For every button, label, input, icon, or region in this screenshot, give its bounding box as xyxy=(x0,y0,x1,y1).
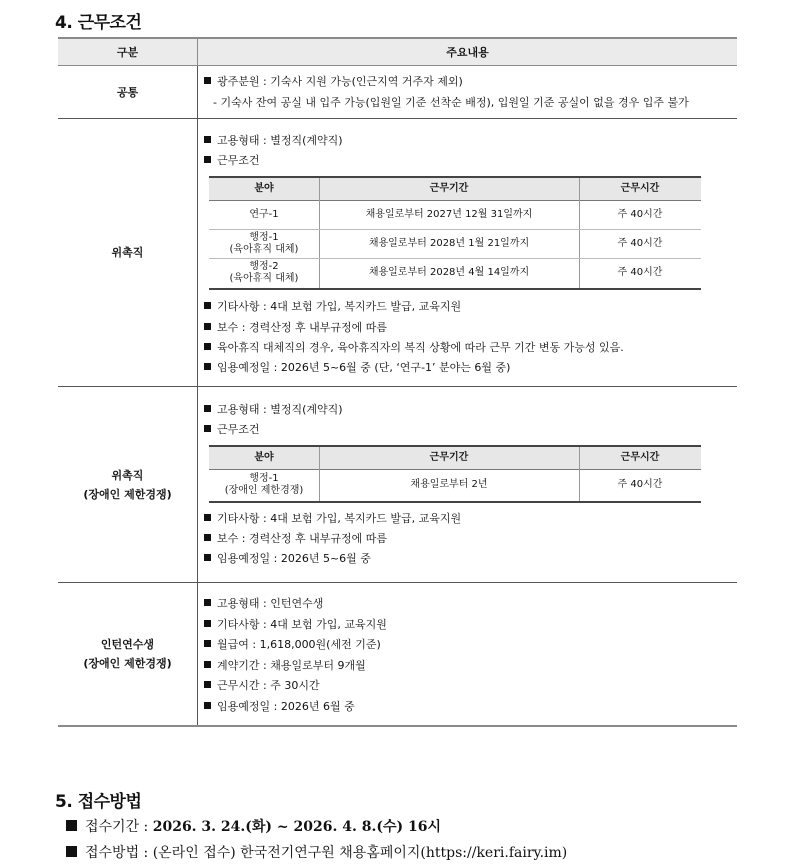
table-cell-period: 채용일로부터 2028년 4월 14일까지 xyxy=(368,266,530,278)
field-name: 행정-1 xyxy=(249,232,279,243)
inner-header-field: 분야 xyxy=(254,452,274,463)
list-item xyxy=(204,299,461,315)
line-text: - 기숙사 잔여 공실 내 입주 가능(입원일 기준 선착순 배정), 입원일 기준 공실이 없을 경우 입주 불가 xyxy=(213,96,689,109)
table-cell-field xyxy=(209,470,319,499)
list-item xyxy=(204,637,381,653)
row-label xyxy=(58,66,198,118)
field-name: 행정-2 xyxy=(249,260,279,272)
label-subtext: (장애인 제한경쟁) xyxy=(83,487,172,501)
label-subtext: (장애인 제한경쟁) xyxy=(83,657,172,670)
list-item xyxy=(204,153,260,169)
table-cell-period: 채용일로부터 2년 xyxy=(410,478,488,490)
line-text: 임용예정일 : 2026년 5~6월 중 xyxy=(217,552,371,565)
label-text: 인턴연수생 xyxy=(100,638,155,651)
table-cell-field: 연구-1 xyxy=(249,209,279,220)
table-header xyxy=(58,37,737,66)
line-text: 보수 : 경력산정 후 내부규정에 따름 xyxy=(217,321,387,334)
bullet-icon xyxy=(204,554,211,561)
line-text: 기타사항 : 4대 보험 가입, 복지카드 발급, 교육지원 xyxy=(217,300,462,313)
field-name: 행정-1 xyxy=(249,472,279,484)
list-item xyxy=(204,617,387,633)
bullet-icon xyxy=(204,323,211,330)
inner-header-period: 근무기간 xyxy=(429,452,469,463)
line-text: 광주분원 : 기숙사 지원 가능(인근지역 거주자 제외) xyxy=(217,75,463,88)
table-cell-hours: 주 40시간 xyxy=(617,478,663,490)
line-text: 근무조건 xyxy=(217,423,260,436)
line-text: 기타사항 : 4대 보험 가입, 복지카드 발급, 교육지원 xyxy=(217,512,462,525)
bullet-icon xyxy=(204,136,211,143)
bullet-icon xyxy=(204,343,211,350)
list-item xyxy=(204,133,343,149)
apply-period-value: 2026. 3. 24.(화) ~ 2026. 4. 8.(수) 16시 xyxy=(152,819,441,835)
row-intern xyxy=(58,583,737,727)
list-item xyxy=(204,658,366,674)
row-body xyxy=(204,66,733,118)
bullet-icon xyxy=(66,846,77,857)
row-contract xyxy=(58,119,737,387)
table-cell-field xyxy=(209,259,319,286)
bullet-icon xyxy=(204,156,211,163)
bullet-icon xyxy=(204,405,211,412)
list-item xyxy=(204,74,463,90)
table-cell-hours: 주 40시간 xyxy=(617,238,663,249)
line-text: 임용예정일 : 2026년 6월 중 xyxy=(217,700,355,713)
row-common xyxy=(58,66,737,119)
row-body xyxy=(204,583,733,725)
table-cell-hours: 주 40시간 xyxy=(617,209,663,220)
list-item xyxy=(204,596,323,612)
inner-header-period: 근무기간 xyxy=(429,183,469,194)
line-text: 보수 : 경력산정 후 내부규정에 따름 xyxy=(217,532,387,545)
bullet-icon xyxy=(204,302,211,309)
list-item xyxy=(204,320,387,336)
header-main: 주요내용 xyxy=(446,46,489,59)
section-title-4: 4. 근무조건 xyxy=(55,13,142,33)
line-text: 임용예정일 : 2026년 5~6월 중 (단, ‘연구-1’ 분야는 6월 중) xyxy=(217,361,511,374)
apply-period-label: 접수기간 : xyxy=(85,819,149,835)
section-title-5: 5. 접수방법 xyxy=(55,792,142,812)
line-text: 고용형태 : 별정직(계약직) xyxy=(217,403,343,416)
field-note: (육아휴직 대체) xyxy=(229,272,299,284)
list-item xyxy=(204,422,260,438)
line-text: 육아휴직 대체직의 경우, 육아휴직자의 복직 상황에 따라 근무 기간 변동 가능성 있음. xyxy=(217,341,624,354)
row-label xyxy=(58,583,198,725)
row-label xyxy=(58,119,198,386)
bullet-icon xyxy=(204,599,211,606)
apply-method-value: (온라인 접수) 한국전기연구원 채용홈페이지(https://keri.fairy.im) xyxy=(152,845,568,861)
bullet-icon xyxy=(66,820,77,831)
line-text: 기타사항 : 4대 보험 가입, 교육지원 xyxy=(217,618,387,631)
line-text: 고용형태 : 인턴연수생 xyxy=(217,597,324,610)
bullet-icon xyxy=(204,620,211,627)
list-item xyxy=(204,340,624,356)
row-body xyxy=(204,387,733,582)
row-label xyxy=(58,387,198,582)
bullet-icon xyxy=(204,661,211,668)
bullet-icon xyxy=(204,514,211,521)
label-text: 공통 xyxy=(116,85,139,99)
line-text: 월급여 : 1,618,000원(세전 기준) xyxy=(217,638,381,651)
table-cell-period: 채용일로부터 2028년 1월 21일까지 xyxy=(368,238,530,249)
list-item xyxy=(204,360,510,376)
row-contract-disabled xyxy=(58,387,737,583)
apply-method-label: 접수방법 : xyxy=(85,845,149,861)
bullet-icon xyxy=(204,363,211,370)
apply-method xyxy=(66,842,567,862)
row-body xyxy=(204,119,733,386)
apply-period xyxy=(66,816,441,836)
line-text: 근무조건 xyxy=(217,154,260,167)
bullet-icon xyxy=(204,702,211,709)
list-item xyxy=(213,95,689,111)
bullet-icon xyxy=(204,77,211,84)
list-item xyxy=(204,402,343,418)
inner-table xyxy=(209,445,701,503)
inner-table xyxy=(209,176,701,290)
table-cell-hours: 주 40시간 xyxy=(617,266,663,278)
bullet-icon xyxy=(204,681,211,688)
line-text: 근무시간 : 주 30시간 xyxy=(217,679,320,692)
bullet-icon xyxy=(204,534,211,541)
list-item xyxy=(204,699,355,715)
list-item xyxy=(204,531,387,547)
line-text: 계약기간 : 채용일로부터 9개월 xyxy=(217,659,366,672)
field-note: (장애인 제한경쟁) xyxy=(224,484,304,496)
bullet-icon xyxy=(204,640,211,647)
list-item xyxy=(204,551,371,567)
inner-header-hours: 근무시간 xyxy=(620,183,660,194)
label-text: 위촉직 xyxy=(111,246,144,259)
header-gubun: 구분 xyxy=(58,39,198,66)
table-cell-field xyxy=(209,230,319,258)
bullet-icon xyxy=(204,425,211,432)
list-item xyxy=(204,678,320,694)
table-cell-period: 채용일로부터 2027년 12월 31일까지 xyxy=(365,209,533,220)
line-text: 고용형태 : 별정직(계약직) xyxy=(217,134,343,147)
field-note: (육아휴직 대체) xyxy=(229,244,299,255)
label-text: 위촉직 xyxy=(111,468,144,482)
inner-header-field: 분야 xyxy=(254,183,274,194)
inner-header-hours: 근무시간 xyxy=(620,452,660,463)
list-item xyxy=(204,511,461,527)
